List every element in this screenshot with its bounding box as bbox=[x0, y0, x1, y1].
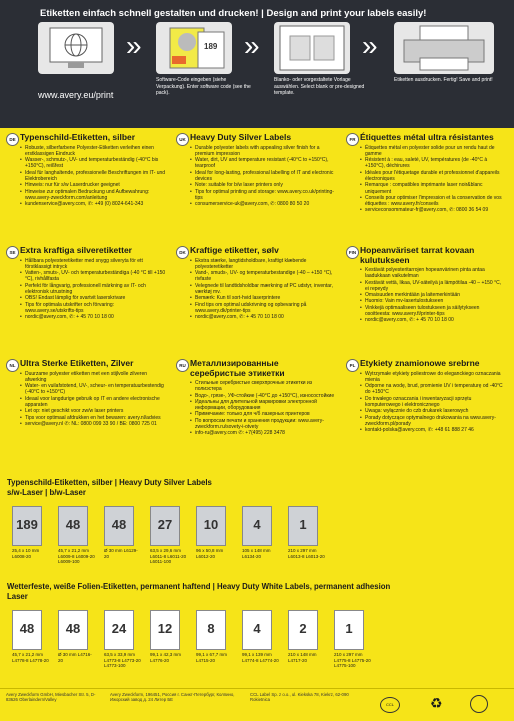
label-count: 24 bbox=[111, 621, 127, 636]
section-title: Étiquettes métal ultra résistantes bbox=[360, 132, 494, 142]
label-count: 1 bbox=[299, 517, 307, 532]
white-title: Wetterfeste, weiße Folien-Etiketten, permanent haftend | Heavy Duty White Labels, permanent adhesion bbox=[7, 582, 391, 591]
bullet: • Porady dotyczące optymalnego drukowania na www.avery-zweckform.pl/porady bbox=[360, 415, 506, 428]
recycle-icon: ♻ bbox=[430, 695, 443, 711]
sheet-caption: Ø 30 mm L6129-20 bbox=[104, 548, 138, 559]
sheet-caption: 45,7 x 21,2 mm L6009-8 L6009-20 L6009-100 bbox=[58, 548, 95, 564]
section-se bbox=[6, 246, 166, 320]
sheet-caption: 105 x 148 mm L6134-20 bbox=[242, 548, 271, 559]
section-body bbox=[20, 145, 166, 208]
footer bbox=[0, 688, 514, 721]
language-flag-icon: FR bbox=[346, 133, 359, 146]
bullet: • Водо-, грязе-, УФ-стойкие (-40°C до +150°C), износостойкие bbox=[190, 393, 336, 399]
bullet: • Duurzame polyester etiketten met een stijlvolle zilveren afwerking bbox=[20, 371, 166, 384]
bullet: • Perfekt för långvarig, professionell märkning av IT- och elektronisk utrustning bbox=[20, 283, 166, 296]
contact: • nordic@avery.com, ✆: + 45 70 10 18 00 bbox=[20, 314, 166, 320]
section-body bbox=[360, 267, 506, 324]
bullet: • OBS! Endast lämplig för svartvit laserskrivare bbox=[20, 295, 166, 301]
section-body bbox=[190, 145, 336, 208]
label-count: 4 bbox=[253, 517, 261, 532]
sheet-thumbnail bbox=[150, 610, 180, 650]
language-flag-icon: NL bbox=[6, 359, 19, 372]
section-body bbox=[190, 258, 336, 321]
bullet: • Vand-, smuds-, UV- og temperaturbestandige (-40 – +150 °C), rivfaste bbox=[190, 270, 336, 283]
bullet: • Tips för optimala utskrifter och förvaring: www.avery.se/utskrifts-tips bbox=[20, 302, 166, 315]
bullet: • Ideal for long-lasting, professional labelling of IT and electronic devices bbox=[190, 170, 336, 183]
sheet-thumbnail bbox=[58, 610, 88, 650]
section-nl bbox=[6, 359, 166, 427]
printer-icon bbox=[394, 22, 494, 74]
bullet: • Kestävät polyesteritarrojen hopeanvärinen pinta antaa laadukkaan vaikutelman bbox=[360, 267, 506, 280]
section-title: Hopeanväriset tarrat kovaan kulutukseen bbox=[360, 245, 475, 265]
label-count: 189 bbox=[16, 517, 38, 532]
white-labels-overview bbox=[0, 582, 514, 686]
label-sheet bbox=[150, 610, 188, 663]
label-count: 48 bbox=[111, 517, 127, 532]
label-sheet bbox=[12, 610, 50, 663]
bullet: • Vinkkejä optimaaliseen tulostukseen ja säilytykseen osoitteesta: www.avery.fi/printer-tips bbox=[360, 305, 506, 318]
bullet: • Find tips om optimal udskrivning og opbevaring på www.avery.dk/printer-tips bbox=[190, 302, 336, 315]
bullet: • Huomio: Vain mv-lasertulostukseen bbox=[360, 298, 506, 304]
contact: • consumerservice-uk@avery.com, ✆: 0800 80 50 20 bbox=[190, 201, 336, 207]
sheet-thumbnail bbox=[242, 506, 272, 546]
label-sheet bbox=[150, 506, 188, 565]
label-sheet bbox=[58, 506, 96, 565]
label-sheet bbox=[196, 506, 234, 559]
sheet-thumbnail bbox=[288, 506, 318, 546]
sheet-thumbnail bbox=[242, 610, 272, 650]
sheet-caption: 63,5 x 29,6 mm L6011-8 L6011-20 L6011-100 bbox=[150, 548, 187, 564]
sheet-caption: 45,7 x 21,2 mm L4778-8 L4778-20 bbox=[12, 652, 49, 663]
silver-subtitle: s/w-Laser | b/w-Laser bbox=[7, 488, 86, 497]
label-sheet bbox=[288, 506, 326, 559]
bullet: • Remarque : compatibles imprimante laser noir&blanc uniquement bbox=[360, 182, 506, 195]
bullet: • Идеальны для длительной маркировки электронной информации, оборудования bbox=[190, 399, 336, 412]
label-sheet bbox=[288, 610, 326, 663]
label-count: 48 bbox=[65, 517, 81, 532]
bullet: • Ekstra stærke, langtidsholdbare, kraftigt klæbende polyesteretiketter bbox=[190, 258, 336, 271]
section-title: Etykiety znamionowe srebrne bbox=[360, 358, 480, 368]
section-fr bbox=[346, 133, 506, 214]
bullet: • Idéales pour l'étiquetage durable et professionnel d'appareils électroniques bbox=[360, 170, 506, 183]
bullet: • Water, dirt, UV and temperature resistant (-40°C to +150°C), tearproof bbox=[190, 157, 336, 170]
printer-illustration bbox=[394, 22, 494, 74]
sheet-caption: 99,1 x 67,7 mm L4715-20 bbox=[196, 652, 228, 663]
bullet: • Velegnede til landtidsholdbar mærkning af PC udstyr, inventar, værktøj mv. bbox=[190, 283, 336, 296]
label-sheet bbox=[104, 506, 142, 559]
bullet: • Wytrzymałe etykiety poliestrowe do eleganckiego oznaczania mienia bbox=[360, 371, 506, 384]
section-pl bbox=[346, 359, 506, 433]
sheet-thumbnail bbox=[150, 506, 180, 546]
silver-title: Typenschild-Etiketten, silber | Heavy Duty Silver Labels bbox=[7, 478, 212, 487]
section-title: Ultra Sterke Etiketten, Zilver bbox=[20, 358, 134, 368]
bullet: • Uwaga: wyłącznie do czb drukarek laserowych bbox=[360, 408, 506, 414]
sheet-caption: 99,1 x 42,3 mm L4776-20 bbox=[150, 652, 182, 663]
contact: • nordic@avery.com, ✆: + 45 70 10 18 00 bbox=[360, 317, 506, 323]
bullet: • Let op: niet geschikt voor zw/w laser printers bbox=[20, 408, 166, 414]
template-illustration bbox=[274, 22, 350, 74]
sheet-thumbnail bbox=[196, 506, 226, 546]
contact: • service@avery.nl ✆: NL: 0800 099 33 90 / BE: 0800 725 01 bbox=[20, 421, 166, 427]
sheet-thumbnail bbox=[334, 610, 364, 650]
section-body bbox=[20, 258, 166, 321]
label-count: 12 bbox=[157, 621, 173, 636]
ccl-logo: CCL bbox=[380, 697, 400, 713]
language-flag-icon: DE bbox=[6, 133, 19, 146]
step-caption: Blanko- oder vorgestaltete Vorlage auswählen. Select blank or pre-designed template. bbox=[274, 77, 365, 96]
sheet-caption: 210 x 297 mm L4775-8 L4775-20 L4775-100 bbox=[334, 652, 371, 668]
sheet-thumbnail bbox=[104, 506, 134, 546]
contact: • serviceconsommateur-fr@avery.com, ✆: 0800 36 54 09 bbox=[360, 207, 506, 213]
label-sheet bbox=[242, 610, 280, 663]
language-flag-icon: SE bbox=[6, 246, 19, 259]
label-sheet bbox=[196, 610, 234, 663]
sheet-thumbnail bbox=[12, 610, 42, 650]
bullet: • Ideaal voor langdurige gebruik op IT en andere electronische apparaten bbox=[20, 396, 166, 409]
sheet-thumbnail bbox=[196, 610, 226, 650]
section-body bbox=[20, 371, 166, 428]
section-body bbox=[190, 380, 336, 437]
step-code bbox=[156, 22, 256, 97]
sheet-caption: 25,4 x 10 mm L6008-20 bbox=[12, 548, 40, 559]
section-title: Typenschild-Etiketten, silber bbox=[20, 132, 136, 142]
label-count: 27 bbox=[157, 517, 173, 532]
section-title: Kraftige etiketter, sølv bbox=[190, 245, 279, 255]
label-sheet bbox=[12, 506, 50, 559]
step-caption: Etiketten ausdrucken. Fertig! Save and print! bbox=[394, 77, 493, 83]
bullet: • Wasser-, schmutz-, UV- und temperaturbeständig (-40°C bis +150°C), reißfest bbox=[20, 157, 166, 170]
bullet: • Hållbara polyesteretiketter med snygg silveryta för ett förstklassigt intryck bbox=[20, 258, 166, 271]
sheet-caption: 63,5 x 33,9 mm L4773-8 L4773-20 L4773-100 bbox=[104, 652, 141, 668]
sheet-thumbnail bbox=[12, 506, 42, 546]
sheet-thumbnail bbox=[58, 506, 88, 546]
print-steps bbox=[38, 22, 508, 108]
sheet-thumbnail bbox=[104, 610, 134, 650]
step-arrow-icon: » bbox=[362, 30, 378, 61]
sheet-caption: 210 x 148 mm L4717-20 bbox=[288, 652, 317, 663]
bullet: • Water- en vuilafstotend, UV-, scheur- en temperatuurbestendig (-40°C to +150°C) bbox=[20, 383, 166, 396]
language-flag-icon: RU bbox=[176, 359, 189, 372]
bullet: • Стильные серебристые сверхпрочные этикетки из полиэстера bbox=[190, 380, 336, 393]
bullet: • Conseils pour optimiser l'impression et la conservation de vos étiquettes : www.avery.fr/conseils bbox=[360, 195, 506, 208]
contact: • kontakt-polska@avery.com, ✆: +48 61 888 27 46 bbox=[360, 427, 506, 433]
section-body bbox=[360, 371, 506, 434]
code-badge: 189 bbox=[204, 42, 218, 51]
bullet: • Résistent à : eau, saleté, UV, températures (de -40°C à +150°C), déchirures bbox=[360, 157, 506, 170]
bullet: • Ideal für langhaltende, professionelle Beschriftungen im IT- und Elektrobereich bbox=[20, 170, 166, 183]
section-fin bbox=[346, 246, 506, 324]
label-count: 48 bbox=[19, 621, 35, 636]
label-sheet bbox=[242, 506, 280, 559]
label-count: 1 bbox=[345, 621, 353, 636]
monitor-illustration bbox=[38, 22, 114, 74]
white-subtitle: Laser bbox=[7, 592, 28, 601]
sheet-caption: Ø 30 mm L4716-20 bbox=[58, 652, 92, 663]
label-sheet bbox=[334, 610, 372, 669]
bullet: • Kestävät vettä, likaa, UV-säteilyä ja lämpötilaa -40 – +150 °C, ei repeydy bbox=[360, 280, 506, 293]
label-count: 10 bbox=[203, 517, 219, 532]
bullet: • Tips voor optimaal afdrukken en het bewaren: avery.nl/advies bbox=[20, 415, 166, 421]
section-dk bbox=[176, 246, 336, 320]
label-sheet bbox=[104, 610, 142, 669]
bullet: • Étiquettes métal en polyester solide pour un rendu haut de gamme bbox=[360, 145, 506, 158]
label-count: 8 bbox=[207, 621, 215, 636]
bullet: • Robuste, silberfarbene Polyester-Etiketten verleihen einen erstklassigen Eindruck bbox=[20, 145, 166, 158]
step-arrow-icon: » bbox=[244, 30, 260, 61]
hero-title: Etiketten einfach schnell gestalten und drucken! | Design and print your labels easily! bbox=[40, 8, 427, 19]
globe-monitor-icon bbox=[38, 22, 114, 74]
bullet: • Hinweis: nur für s/w Laserdrucker geeignet bbox=[20, 182, 166, 188]
section-body bbox=[360, 145, 506, 214]
step-arrow-icon: » bbox=[126, 30, 142, 61]
silver-labels-overview bbox=[0, 478, 514, 578]
template-sheet-icon bbox=[274, 22, 350, 74]
sheet-caption: 99,1 x 139 mm L4774-8 L4774-20 bbox=[242, 652, 279, 663]
contact: • info-ru@avery.com ✆: +7(495) 228 3478 bbox=[190, 430, 336, 436]
footer-address-de: Avery Zweckform GmbH, Miesbacher Str. 5, D-83626 Oberlaindern/Valley bbox=[6, 692, 96, 703]
bullet: • Durable polyester labels with appealing silver finish for a premium impression bbox=[190, 145, 336, 158]
section-de bbox=[6, 133, 166, 207]
step-monitor bbox=[38, 22, 114, 100]
label-count: 48 bbox=[65, 621, 81, 636]
sheet-caption: 210 x 297 mm L6013-8 L6013-20 bbox=[288, 548, 325, 559]
section-ru bbox=[176, 359, 336, 437]
label-pack-icon bbox=[156, 22, 232, 74]
bullet: • Примечание: только для ч/б лазерных принтеров bbox=[190, 411, 336, 417]
label-count: 4 bbox=[253, 621, 261, 636]
hero-banner bbox=[0, 0, 514, 128]
section-title: Металлизированные серебристые этикетки bbox=[190, 358, 285, 378]
bullet: • Odporne na wodę, brud, promienie UV i temperaturę od -40°C do +150°C bbox=[360, 383, 506, 396]
footer-address-ru: Avery Zweckform, 196451, Россия г. Санкт-Петербург, Колпино, Ижорский завод д. 24 Литер БЕ bbox=[110, 692, 235, 703]
bullet: • Note: suitable for b/w laser printers only bbox=[190, 182, 336, 188]
contact: • nordic@avery.com, ✆: + 45 70 10 18 00 bbox=[190, 314, 336, 320]
label-count: 2 bbox=[299, 621, 307, 636]
bullet: • Vatten-, smuts-, UV- och temperaturbeständiga (-40 °C till +150 °C), rivhållfasta bbox=[20, 270, 166, 283]
section-title: Extra kraftiga silveretiketter bbox=[20, 245, 132, 255]
bullet: • Tips for optimal printing and storage: www.avery.co.uk/printing-tips bbox=[190, 189, 336, 202]
step-print bbox=[394, 22, 494, 84]
bullet: • Omaisuuden merkintään ja laitemerkintään bbox=[360, 292, 506, 298]
code-illustration bbox=[156, 22, 232, 74]
print-url[interactable]: www.avery.eu/print bbox=[38, 90, 114, 100]
step-caption: Software-Code eingeben (siehe Verpackung). Enter software code (see the pack). bbox=[156, 77, 251, 96]
section-uk bbox=[176, 133, 336, 207]
label-sheet bbox=[58, 610, 96, 663]
green-dot-icon bbox=[470, 695, 488, 713]
sheet-caption: 96 x 50,8 mm L6012-20 bbox=[196, 548, 224, 559]
language-flag-icon: DK bbox=[176, 246, 189, 259]
step-template bbox=[274, 22, 374, 97]
bullet: • Do trwałego oznaczania i inwentaryzacji sprzętu komputerowego i elektronicznego bbox=[360, 396, 506, 409]
sheet-thumbnail bbox=[288, 610, 318, 650]
language-flag-icon: PL bbox=[346, 359, 359, 372]
footer-address-pl: CCL Label Sp. z o.o., ul. Kiekska 78, Kiekrz, 62-090 Rokietnica bbox=[250, 692, 349, 703]
language-flag-icon: UK bbox=[176, 133, 189, 146]
contact: • kundenservice@avery.com, ✆: +49 (0) 8024-641-343 bbox=[20, 201, 166, 207]
language-flag-icon: FIN bbox=[346, 246, 359, 259]
bullet: • Hinweise zur optimalen Bedruckung und Aufbewahrung: www.avery-zweckform.com/anleitung bbox=[20, 189, 166, 202]
section-title: Heavy Duty Silver Labels bbox=[190, 132, 292, 142]
bullet: • По вопросам печати и хранения продукции: www.avery-zweckform.ru/sovety-i-otvety bbox=[190, 418, 336, 431]
bullet: • Bemærk: Kun til sort-hvid laserprintere bbox=[190, 295, 336, 301]
